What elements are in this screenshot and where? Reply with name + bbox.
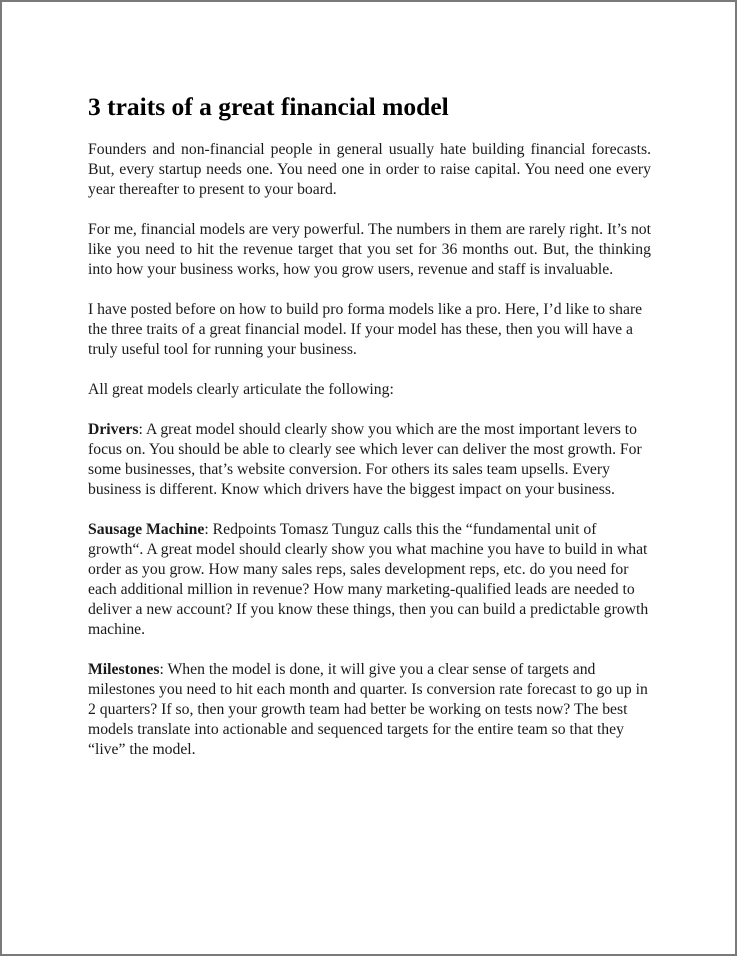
paragraph: For me, financial models are very powerful. The numbers in them are rarely right. It’s not like you need to hit the revenue target that you set for 36 months out. But, the thinking into how your business works, how you grow users, revenue and staff is invaluable. [88, 221, 651, 278]
trait-term: Sausage Machine [88, 521, 205, 538]
trait-drivers [88, 420, 651, 500]
trait-term: Milestones [88, 661, 160, 678]
trait-description: : Redpoints Tomasz Tunguz calls this the “fundamental unit of growth“. A great model should clearly show you what machine you have to build in what order as you grow. How many sales reps, sales development reps, etc. do you need for each additional million in revenue? How many marketing-qualified leads are needed to deliver a new account? If you know these things, then you can build a predictable growth machine. [88, 521, 649, 638]
trait-sausage-machine [88, 520, 651, 640]
trait-term: Drivers [88, 421, 139, 438]
trait-description: : A great model should clearly show you which are the most important levers to focus on. You should be able to clearly see which lever can deliver the most growth. For some businesses, that’s website conversion. For others its sales team upsells. Every business is different. Know which drivers have the biggest impact on your business. [88, 421, 642, 498]
paragraph: Founders and non-financial people in general usually hate building financial forecasts. But, every startup needs one. You need one in order to raise capital. You need one every year thereafter to present to your board. [88, 141, 651, 198]
paragraph: All great models clearly articulate the following: [88, 381, 394, 398]
page-title: 3 traits of a great financial model [88, 92, 449, 121]
trait-milestones [88, 660, 651, 760]
document-body [88, 88, 651, 780]
paragraph: I have posted before on how to build pro forma models like a pro. Here, I’d like to share the three traits of a great financial model. If your model has these, then you will have a truly useful tool for running your business. [88, 301, 643, 358]
trait-description: : When the model is done, it will give you a clear sense of targets and milestones you need to hit each month and quarter. Is conversion rate forecast to go up in 2 quarters? If so, then your growth team had better be working on tests now? The best models translate into actionable and sequenced targets for the entire team so that they “live” the model. [88, 661, 648, 758]
